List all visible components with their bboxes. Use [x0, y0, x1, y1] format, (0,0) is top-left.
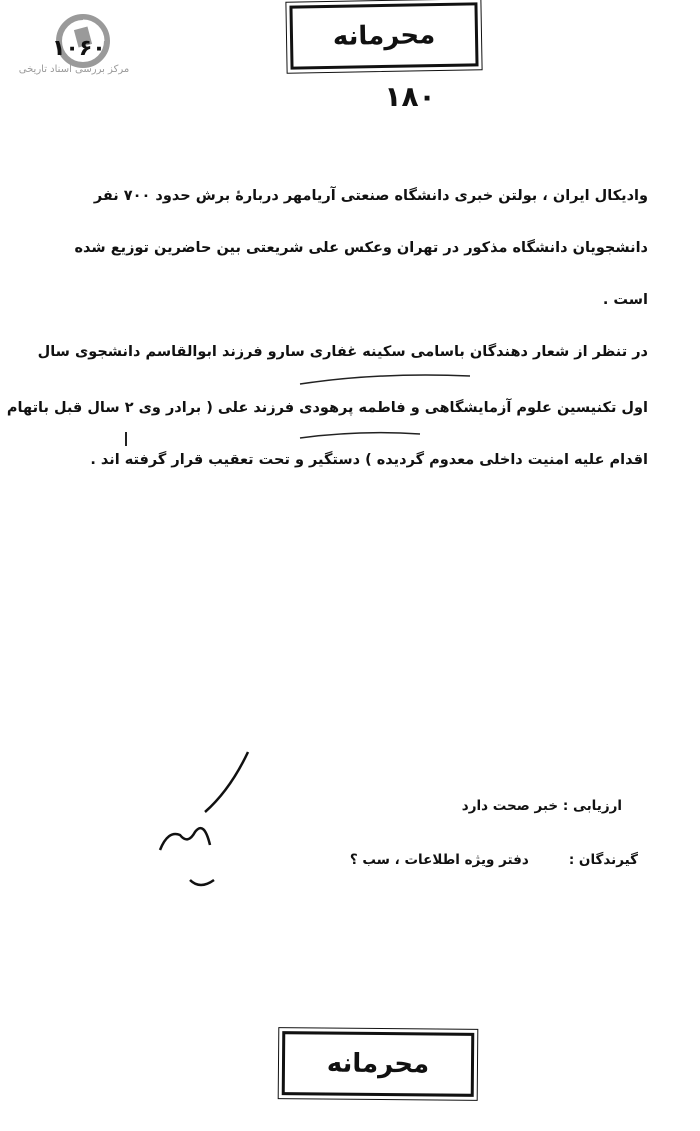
body-line-4: در تنظر از شعار دهندگان باسامی سکینه غفاری سارو فرزند ابوالقاسم دانشجوی سال — [37, 344, 648, 360]
body-line-1: وادیکال ایران ، بولتن خبری دانشگاه صنعتی آریامهر دربارهٔ برش حدود ۷۰۰ نفر — [93, 188, 648, 204]
underline-stroke-1 — [300, 375, 470, 384]
classification-stamp-bottom: محرمانه — [282, 1031, 475, 1097]
body-line-3: است . — [602, 292, 648, 308]
archive-watermark — [14, 14, 134, 74]
recipients-label: گیرندگان : — [568, 852, 638, 868]
body-line-6: اقدام علیه امنیت داخلی معدوم گردیده ) دستگیر و تحت تعقیب قرار گرفته اند . — [90, 452, 648, 468]
initials-signature — [160, 752, 248, 885]
evaluation-note: ارزیابی : خبر صحت دارد — [461, 798, 622, 814]
recipients — [350, 852, 638, 868]
recipients-value: دفتر ویژه اطلاعات ، سب ؟ — [349, 852, 529, 868]
underline-stroke-2 — [300, 433, 420, 438]
body-line-2: دانشجویان دانشگاه مذکور در تهران وعکس علی شریعتی بین حاضرین توزیع شده — [74, 240, 648, 256]
body-line-5: اول تکنیسین علوم آزمایشگاهی و فاطمه پرهودی فرزند علی ( برادر وی ۲ سال قبل باتهام — [6, 400, 648, 416]
archive-document-number: ۱۰۶۰ — [52, 36, 106, 61]
page-number: ۱۸۰ — [384, 80, 436, 113]
archive-watermark-text: مرکز بررسی اسناد تاریخی — [18, 64, 130, 75]
classification-stamp-top: محرمانه — [289, 2, 478, 69]
